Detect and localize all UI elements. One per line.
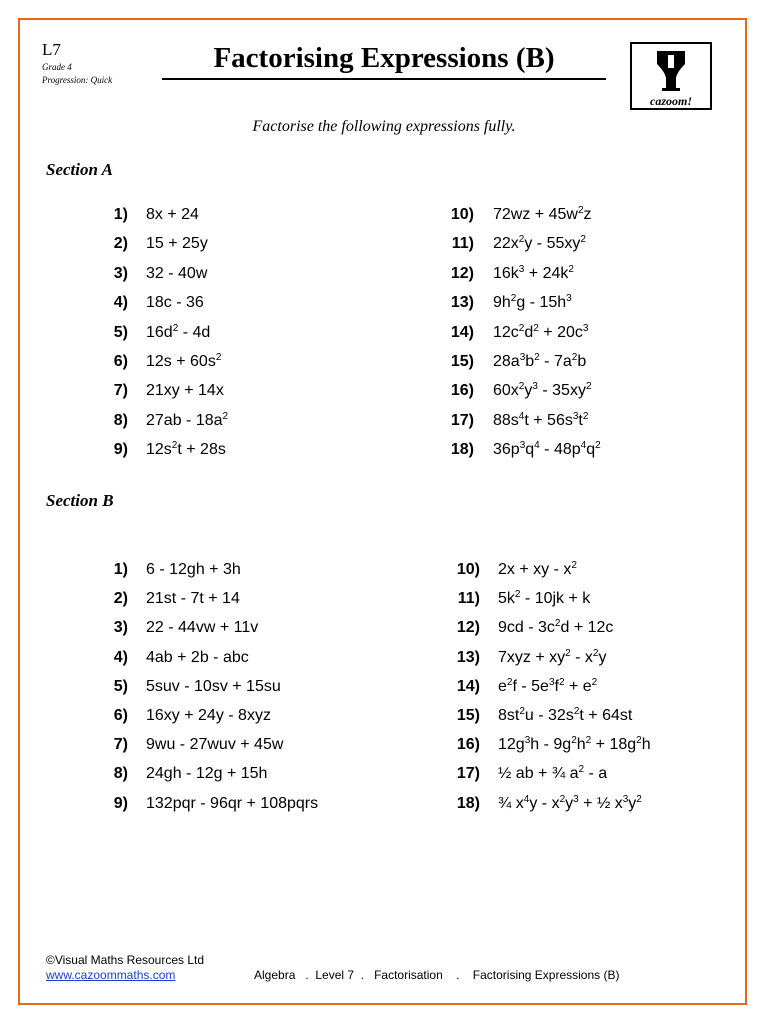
cazoom-logo [630, 42, 712, 110]
exponent: 2 [585, 381, 592, 393]
question-expression: 16xy + 24y - 8xyz [146, 707, 271, 724]
question-number: 11) [457, 590, 480, 608]
question-number: 15) [456, 707, 480, 724]
page-border [18, 18, 747, 1005]
question-number: 14) [450, 323, 474, 341]
question-expression: 8x + 24 [146, 206, 199, 223]
question-expression: $27ab - 18a^2$ [146, 410, 229, 429]
exponent: 2 [571, 560, 577, 571]
question-expression: $16d^2 - 4d$ [146, 322, 211, 341]
question-expression: $12c^2d^2 + 20c^3$ [493, 322, 589, 341]
question-number: 4) [113, 648, 128, 666]
question-expression: ¾ $x^4y - x^2y^3$ + ½ $x^3y^2$ [498, 793, 642, 812]
exponent: 3 [548, 676, 555, 688]
question-expression: $16k^3 + 24k^2$ [493, 263, 574, 282]
drum-icon [656, 50, 686, 92]
exponent: 2 [578, 764, 585, 776]
exponent: 2 [577, 205, 584, 216]
logo-text: cazoom! [650, 94, 692, 108]
exponent: 2 [595, 440, 601, 452]
footer-website-link[interactable]: www.cazoommaths.com [46, 968, 176, 982]
exponent: 2 [533, 322, 539, 334]
exponent: 2 [573, 706, 580, 717]
question-expression: $36p^3q^4 - 48p^4q^2$ [493, 440, 601, 459]
grade-label: Grade 4 [42, 62, 72, 72]
exponent: 2 [534, 352, 540, 363]
question-expression: $5k^2 - 10jk + k$ [498, 589, 591, 608]
question-number: 11) [451, 235, 474, 253]
exponent: 3 [622, 793, 629, 805]
question-expression: ½ ab + ¾ $a^2$ - a [498, 764, 608, 783]
page-title: Factorising Expressions (B) [213, 42, 555, 74]
exponent: 3 [519, 352, 526, 363]
section-heading: Section B [46, 491, 114, 510]
exponent: 2 [215, 352, 222, 363]
question-expression: $8st^2u - 32s^2t + 64st$ [498, 706, 633, 724]
exponent: 2 [222, 410, 229, 422]
question-number: 8) [113, 765, 128, 783]
exponent: 4 [523, 793, 530, 805]
question-expression: 5suv - 10sv + 15su [146, 677, 281, 695]
question-number: 12) [450, 264, 474, 282]
exponent: 4 [518, 410, 525, 422]
question-number: 1) [113, 561, 128, 578]
question-number: 16) [450, 382, 474, 400]
question-expression: 21st - 7t + 14 [146, 590, 240, 608]
exponent: 3 [572, 410, 579, 422]
question-number: 15) [450, 353, 474, 370]
exponent: 2 [171, 440, 178, 452]
exponent: 3 [566, 293, 572, 305]
exponent: 2 [554, 618, 561, 630]
exponent: 2 [582, 410, 589, 422]
question-expression: $12s^2t + 28s$ [146, 440, 226, 459]
exponent: 3 [532, 381, 538, 393]
question-expression: 18c - 36 [146, 294, 204, 312]
question-number: 13) [456, 648, 480, 666]
exponent: 2 [559, 793, 566, 805]
exponent: 3 [518, 263, 525, 275]
question-expression: $12s + 60s^2$ [146, 352, 222, 370]
question-expression: 22 - 44vw + 11v [146, 619, 259, 637]
question-expression: 9wu - 27wuv + 45w [146, 736, 284, 754]
question-expression: 32 - 40w [146, 264, 208, 282]
exponent: 4 [580, 440, 587, 452]
question-expression: 2x + xy - $x^2$ [498, 560, 577, 578]
question-number: 13) [450, 294, 474, 312]
exponent: 2 [580, 234, 586, 246]
question-number: 9) [113, 794, 128, 812]
exponent: 2 [514, 589, 521, 601]
question-expression: $28a^3b^2 - 7a^2b$ [493, 352, 587, 370]
question-number: 12) [456, 619, 480, 637]
progression-label: Progression: Quick [42, 75, 113, 85]
exponent: 2 [568, 263, 574, 275]
question-expression: 4ab + 2b - abc [146, 648, 249, 666]
question-number: 8) [113, 411, 128, 429]
question-expression: $12g^3h - 9g^2h^2 + 18g^2h$ [498, 735, 651, 754]
exponent: 3 [573, 793, 579, 805]
question-number: 3) [113, 619, 128, 637]
question-number: 18) [456, 794, 480, 812]
exponent: 2 [518, 322, 525, 334]
question-expression: $22x^2y - 55xy^2$ [493, 234, 586, 253]
question-expression: $72wz + 45w^2z$ [493, 205, 592, 223]
exponent: 2 [518, 381, 525, 393]
exponent: 2 [585, 735, 592, 747]
exponent: 2 [519, 706, 525, 717]
question-expression: 132pqr - 96qr + 108pqrs [146, 794, 319, 812]
question-number: 17) [450, 411, 474, 429]
question-expression: $88s^4t + 56s^3t^2$ [493, 410, 589, 429]
question-number: 7) [113, 382, 128, 400]
question-number: 10) [456, 561, 480, 578]
exponent: 2 [172, 322, 179, 334]
question-number: 6) [113, 707, 128, 724]
question-number: 17) [456, 765, 480, 783]
question-expression: 24gh - 12g + 15h [146, 765, 268, 783]
exponent: 2 [510, 293, 517, 305]
exponent: 4 [534, 440, 540, 452]
question-number: 3) [113, 264, 128, 282]
question-expression: $60x^2y^3 - 35xy^2$ [493, 381, 592, 400]
exponent: 2 [592, 647, 599, 659]
exponent: 2 [571, 735, 577, 747]
question-expression: $9h^2g - 15h^3$ [493, 293, 572, 312]
question-number: 14) [456, 677, 480, 695]
question-expression: $7xyz + xy^2 - x^2y$ [498, 647, 607, 666]
exponent: 2 [518, 234, 525, 246]
question-expression: 21xy + 14x [146, 382, 224, 400]
question-number: 10) [450, 206, 474, 223]
exponent: 2 [506, 676, 513, 688]
question-number: 6) [113, 353, 128, 370]
exponent: 2 [591, 676, 598, 688]
question-expression: $9cd - 3c^2d + 12c$ [498, 618, 614, 637]
question-expression: 15 + 25y [146, 235, 208, 253]
exponent: 3 [519, 440, 526, 452]
question-number: 18) [450, 441, 474, 459]
question-number: 2) [113, 590, 128, 608]
exponent: 3 [582, 322, 589, 334]
exponent: 2 [636, 735, 642, 747]
question-number: 7) [113, 736, 128, 754]
footer-breadcrumb: Algebra . Level 7 . Factorisation . Factorising Expressions (B) [254, 968, 620, 982]
question-number: 4) [113, 294, 128, 312]
level-label: L7 [42, 40, 61, 59]
question-number: 1) [113, 206, 128, 223]
title-underline [162, 78, 606, 80]
exponent: 2 [558, 676, 565, 688]
instruction: Factorise the following expressions fully. [252, 118, 516, 135]
exponent: 2 [565, 647, 571, 659]
question-number: 2) [113, 235, 128, 253]
question-expression: $e^2f - 5e^3f^2 + e^2$ [498, 676, 598, 695]
exponent: 2 [636, 793, 642, 805]
exponent: 3 [524, 735, 531, 747]
question-number: 16) [456, 736, 480, 754]
question-expression: 6 - 12gh + 3h [146, 561, 241, 578]
exponent: 2 [571, 352, 578, 363]
question-number: 5) [113, 323, 128, 341]
question-number: 5) [113, 677, 128, 695]
question-number: 9) [113, 441, 128, 459]
footer-copyright: ©Visual Maths Resources Ltd [46, 953, 205, 967]
section-heading: Section A [46, 160, 113, 179]
